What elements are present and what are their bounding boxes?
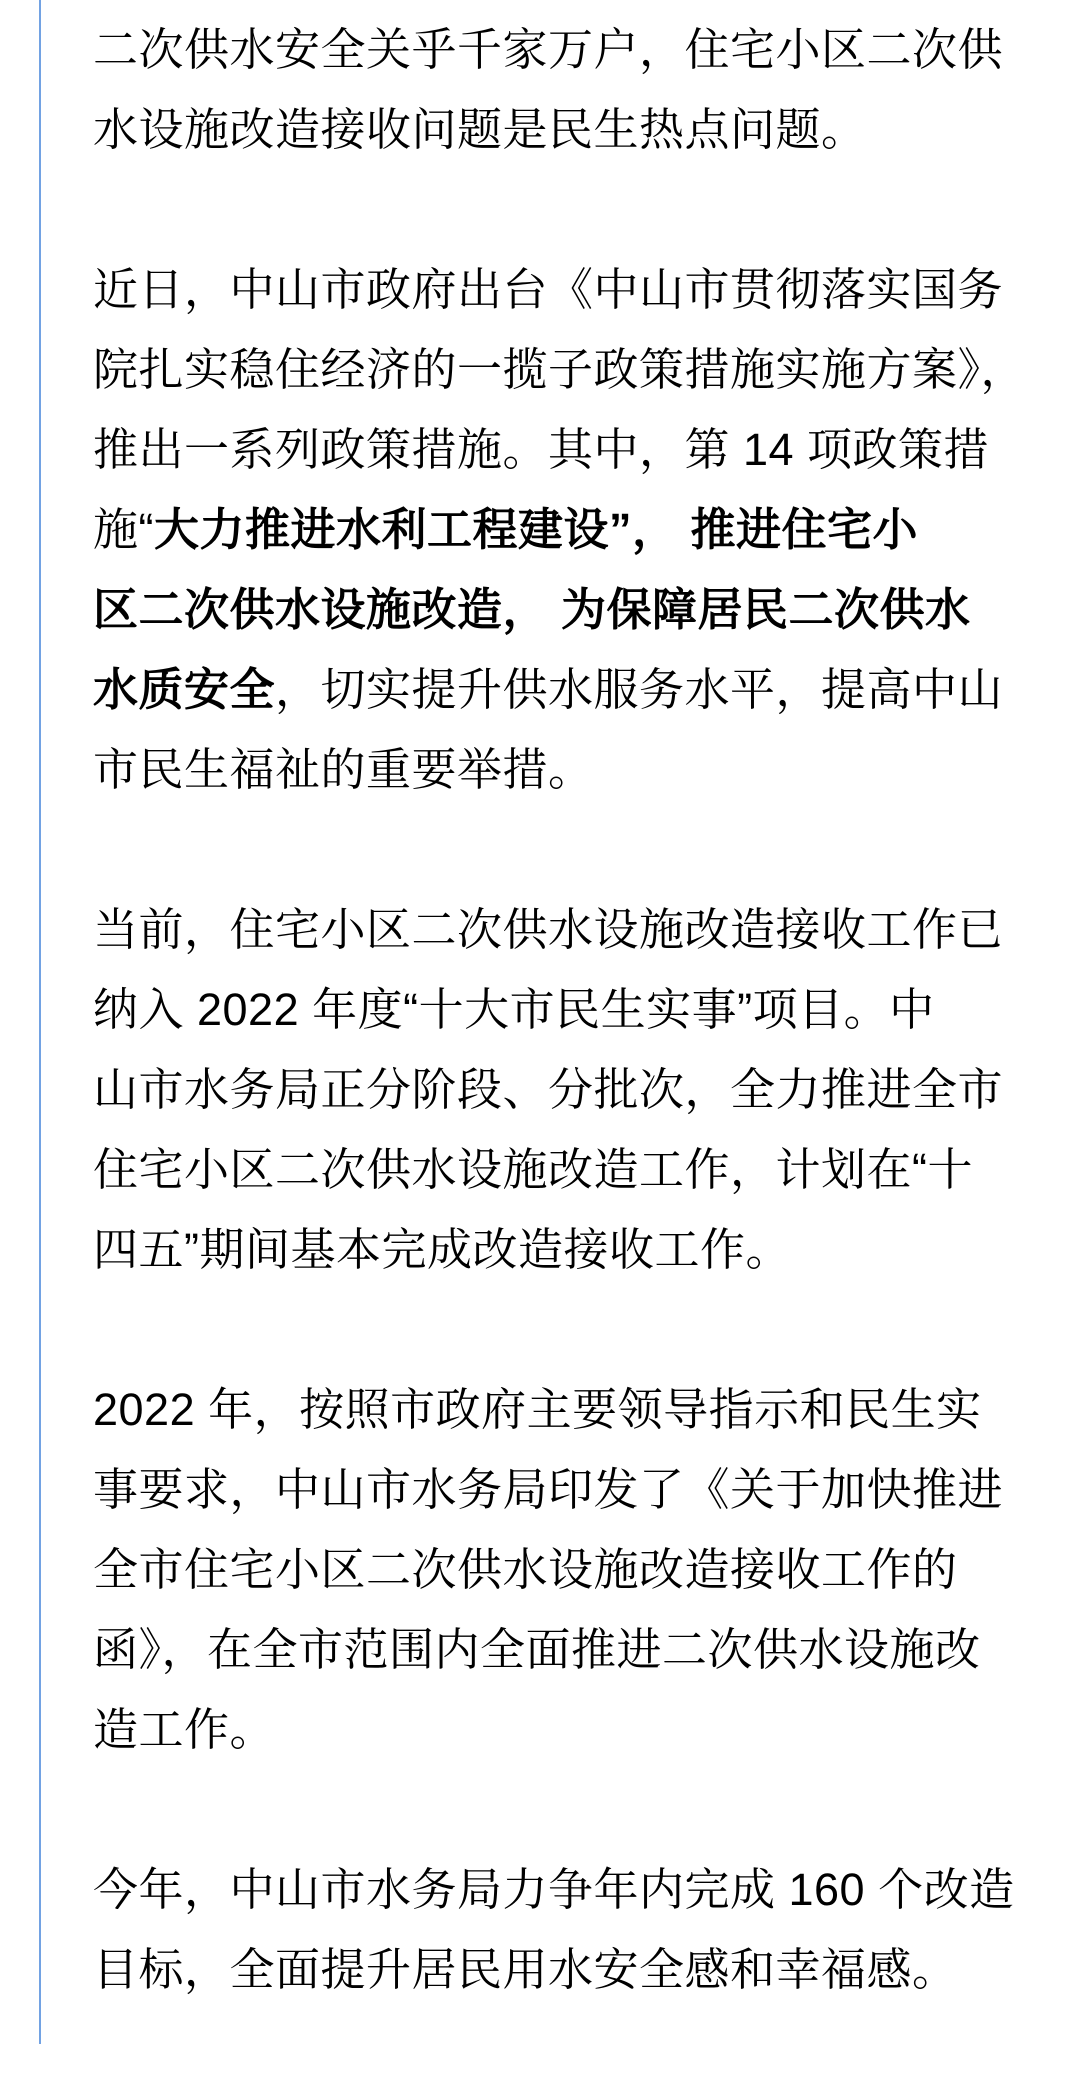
text-run: 水设施改造接收问题是民生热点问题。 [93, 104, 867, 155]
text-line [93, 730, 1010, 810]
text-line [93, 490, 1010, 570]
text-line [93, 1450, 1010, 1530]
text-line [93, 650, 1010, 730]
text-run: 全市住宅小区二次供水设施改造接收工作的 [93, 1544, 958, 1595]
article-paragraph [93, 250, 1027, 810]
text-line [93, 1530, 1010, 1610]
text-run: 市民生福祉的重要举措。 [93, 744, 594, 795]
text-line [93, 1210, 1010, 1290]
text-run: 目标，全面提升居民用水安全感和幸福感。 [93, 1944, 958, 1995]
text-run: 住宅小区二次供水设施改造工作，计划在“十 [93, 1144, 973, 1195]
text-run: 推出一系列政策措施。其中，第 14 项政策措 [93, 424, 990, 475]
text-line [93, 1050, 1010, 1130]
text-line [93, 890, 1010, 970]
text-line [93, 250, 1010, 330]
highlighted-text-run: 大力推进水利工程建设”， 推进住宅小 [154, 504, 919, 555]
text-run: 四五”期间基本完成改造接收工作。 [93, 1224, 791, 1275]
article-paragraph [93, 10, 1010, 170]
text-run: 当前，住宅小区二次供水设施改造接收工作已 [93, 904, 1004, 955]
text-line [93, 570, 1010, 650]
text-line [93, 1370, 1010, 1450]
text-run: 二次供水安全关乎千家万户，住宅小区二次供 [93, 24, 1004, 75]
highlighted-text-run: 水质安全 [93, 664, 276, 715]
text-run: ，切实提升供水服务水平，提高中山 [275, 664, 1004, 715]
text-run: 造工作。 [93, 1704, 276, 1755]
text-line [93, 1610, 1010, 1690]
text-run: 函》，在全市范围内全面推进二次供水设施改 [93, 1624, 981, 1675]
text-run: 近日，中山市政府出台《中山市贯彻落实国务 [93, 264, 1004, 315]
text-run: 2022 年，按照市政府主要领导指示和民生实 [93, 1384, 982, 1435]
text-line [93, 1850, 1015, 1930]
text-run: 山市水务局正分阶段、分批次，全力推进全市 [93, 1064, 1004, 1115]
text-run: 院扎实稳住经济的一揽子政策措施实施方案》， [93, 344, 1027, 395]
article-body [93, 10, 1027, 2090]
text-line [93, 1690, 1010, 1770]
text-run: 事要求，中山市水务局印发了《关于加快推进 [93, 1464, 1004, 1515]
text-run: 施“ [93, 504, 154, 555]
text-line [93, 1130, 1010, 1210]
text-run: 今年，中山市水务局力争年内完成 160 个改造 [93, 1864, 1015, 1915]
article-paragraph [93, 1370, 1010, 1770]
article-paragraph [93, 890, 1010, 1290]
text-line [93, 1930, 1010, 2010]
article-paragraph [93, 1850, 1015, 2010]
text-line [93, 90, 1010, 170]
left-accent-line [39, 0, 41, 2044]
text-line [93, 330, 1027, 410]
text-line [93, 410, 1010, 490]
highlighted-text-run: 区二次供水设施改造， 为保障居民二次供水 [93, 584, 971, 635]
text-line [93, 970, 1010, 1050]
text-line [93, 10, 1010, 90]
text-run: 纳入 2022 年度“十大市民生实事”项目。中 [93, 984, 935, 1035]
